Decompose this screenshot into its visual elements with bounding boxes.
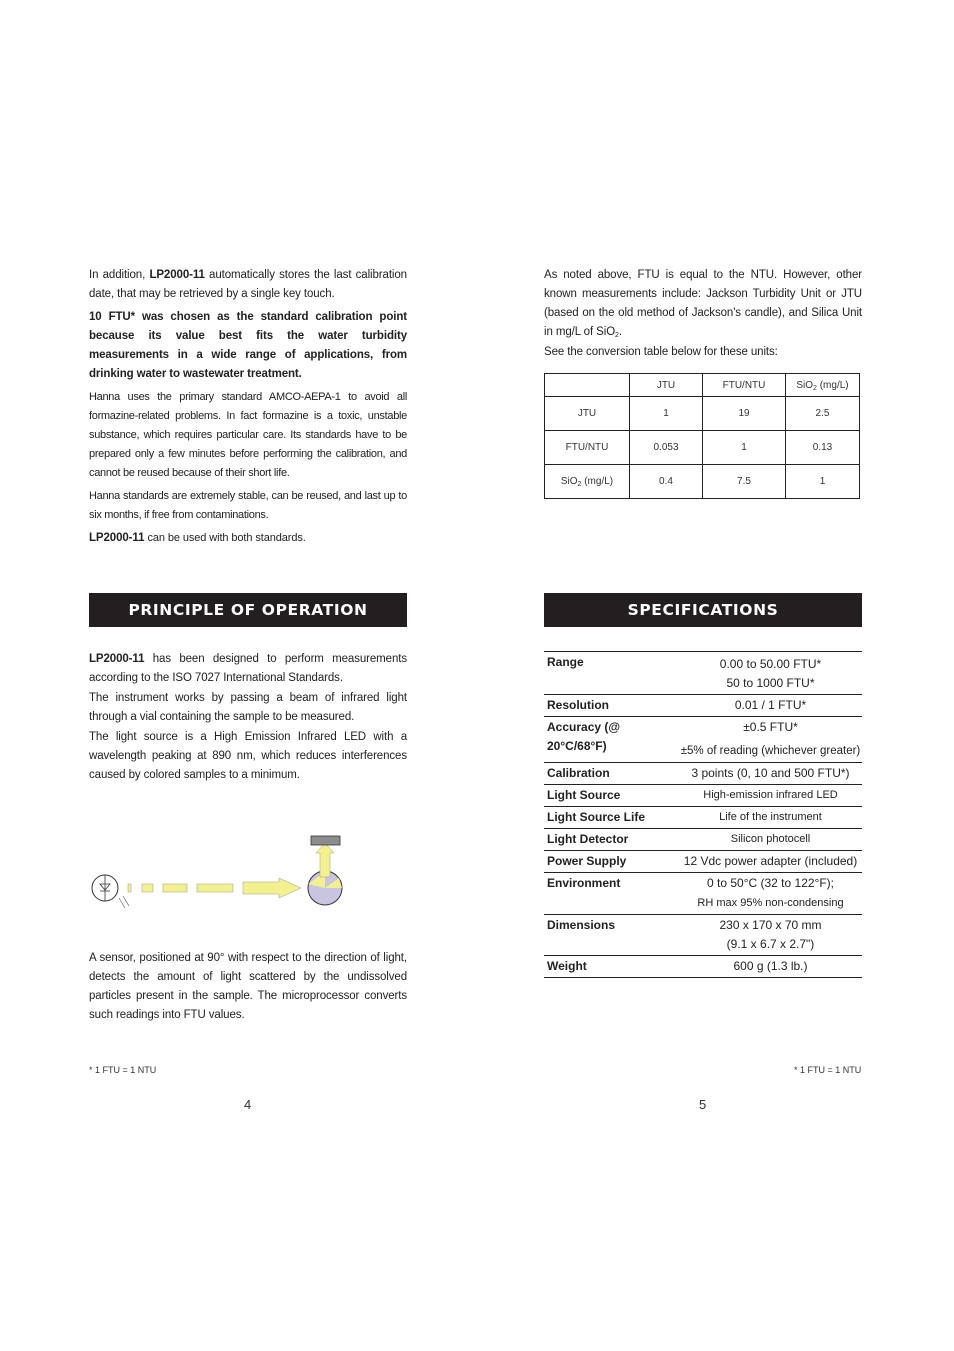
table-header-cell: JTU <box>630 374 703 397</box>
table-cell: 1 <box>703 431 786 465</box>
paragraph-beam: The instrument works by passing a beam of infrared light through a vial containing the sample to be measured. <box>89 692 407 723</box>
spec-value: High-emission infrared LED <box>676 785 862 807</box>
spec-row-power-supply <box>544 851 862 873</box>
left-column-top <box>89 266 407 552</box>
model-name: LP2000-11 <box>89 532 145 544</box>
section-header-principle: PRINCIPLE OF OPERATION <box>89 593 407 627</box>
right-column-top <box>544 266 862 366</box>
footnote-left: * 1 FTU = 1 NTU <box>89 1065 157 1075</box>
spec-label: Environment <box>544 873 676 915</box>
spec-label: Weight <box>544 956 676 978</box>
led-icon <box>92 875 129 908</box>
table-cell: 19 <box>703 397 786 431</box>
table-cell: 0.13 <box>786 431 860 465</box>
spec-row-resolution <box>544 695 862 717</box>
page-number-right: 5 <box>699 1097 707 1112</box>
table-cell: 2.5 <box>786 397 860 431</box>
paragraph-conversion-intro: See the conversion table below for these units: <box>544 346 778 358</box>
spec-row-light-source <box>544 785 862 807</box>
paragraph-iso: LP2000-11 has been designed to perform measurements according to the ISO 7027 International Standards. <box>89 653 407 684</box>
spec-label: Power Supply <box>544 851 676 873</box>
spec-row-accuracy <box>544 717 862 763</box>
left-column-sensor <box>89 949 407 1029</box>
table-header-row <box>545 374 860 397</box>
footnote-right: * 1 FTU = 1 NTU <box>794 1065 862 1075</box>
spec-value: Life of the instrument <box>676 807 862 829</box>
table-row <box>545 465 860 499</box>
spec-label: Calibration <box>544 763 676 785</box>
spec-row-environment <box>544 873 862 915</box>
operation-diagram <box>89 833 349 913</box>
paragraph-hanna-standard: Hanna uses the primary standard AMCO-AEPA-1 to avoid all formazine-related problems. In fact formazine is a toxic, unstable substance, which requires particular care. Its standards have to be prepared only a few minutes before performing the calibration, and cannot be reused because of their short life. <box>89 391 407 479</box>
spec-value: ±0.5 FTU* ±5% of reading (whichever greater) <box>676 717 862 763</box>
spec-row-calibration <box>544 763 862 785</box>
spec-value: 0 to 50°C (32 to 122°F); RH max 95% non-condensing <box>676 873 862 915</box>
infrared-beam <box>128 878 301 898</box>
paragraph-ftu-ntu: As noted above, FTU is equal to the NTU. However, other known measurements include: Jackson Turbidity Unit or JTU (based on the old method of Jackson's candle), and Silica Unit in mg/L of SiO$_2$. <box>544 269 862 339</box>
left-column-principle <box>89 650 407 789</box>
model-name: LP2000-11 <box>89 653 145 665</box>
paragraph-light-source: The light source is a High Emission Infrared LED with a wavelength peaking at 890 nm, which reduces interferences caused by colored samples to a minimum. <box>89 731 407 781</box>
spec-value: 600 g (1.3 lb.) <box>676 956 862 978</box>
table-cell: SiO$_2$ (mg/L) <box>545 465 630 499</box>
detector-icon <box>311 836 340 845</box>
table-cell: JTU <box>545 397 630 431</box>
table-cell: 7.5 <box>703 465 786 499</box>
paragraph-sensor: A sensor, positioned at 90° with respect to the direction of light, detects the amount of light scattered by the undissolved particles present in the sample. The microprocessor converts such readings into FTU values. <box>89 952 407 1021</box>
spec-value: 3 points (0, 10 and 500 FTU*) <box>676 763 862 785</box>
spec-row-weight <box>544 956 862 978</box>
table-header-cell: SiO$_2$ (mg/L) <box>786 374 860 397</box>
spec-label: Dimensions <box>544 915 676 956</box>
paragraph-10ftu: 10 FTU* was chosen as the standard calibration point because its value best fits the water turbidity measurements in a wide range of applications, from drinking water to wastewater treatment. <box>89 311 407 380</box>
table-row <box>545 431 860 465</box>
spec-row-range <box>544 652 862 695</box>
table-row <box>545 397 860 431</box>
spec-row-light-source-life <box>544 807 862 829</box>
spec-label: Light Detector <box>544 829 676 851</box>
paragraph-hanna-stable: Hanna standards are extremely stable, can be reused, and last up to six months, if free from contaminations. <box>89 490 407 521</box>
spec-row-light-detector <box>544 829 862 851</box>
spec-row-dimensions <box>544 915 862 956</box>
table-cell: FTU/NTU <box>545 431 630 465</box>
specifications-table <box>544 651 862 978</box>
conversion-table <box>544 373 860 499</box>
table-header-cell: FTU/NTU <box>703 374 786 397</box>
spec-value: 0.01 / 1 FTU* <box>676 695 862 717</box>
spec-label: Light Source <box>544 785 676 807</box>
spec-label: Resolution <box>544 695 676 717</box>
page-number-left: 4 <box>244 1097 252 1112</box>
model-name: LP2000-11 <box>149 269 205 281</box>
section-header-specifications: SPECIFICATIONS <box>544 593 862 627</box>
table-header-cell <box>545 374 630 397</box>
spec-value: 12 Vdc power adapter (included) <box>676 851 862 873</box>
table-cell: 0.053 <box>630 431 703 465</box>
spec-label: Range <box>544 652 676 695</box>
spec-label: Accuracy (@ 20°C/68°F) <box>544 717 676 763</box>
paragraph-calibration-date: In addition, LP2000-11 automatically stores the last calibration date, that may be retrieved by a single key touch. <box>89 269 407 300</box>
table-cell: 1 <box>630 397 703 431</box>
spec-value: Silicon photocell <box>676 829 862 851</box>
table-cell: 0.4 <box>630 465 703 499</box>
spec-label: Light Source Life <box>544 807 676 829</box>
spec-value: 0.00 to 50.00 FTU* 50 to 1000 FTU* <box>676 652 862 695</box>
table-cell: 1 <box>786 465 860 499</box>
spec-value: 230 x 170 x 70 mm (9.1 x 6.7 x 2.7") <box>676 915 862 956</box>
paragraph-both-standards: LP2000-11 can be used with both standards. <box>89 532 306 544</box>
